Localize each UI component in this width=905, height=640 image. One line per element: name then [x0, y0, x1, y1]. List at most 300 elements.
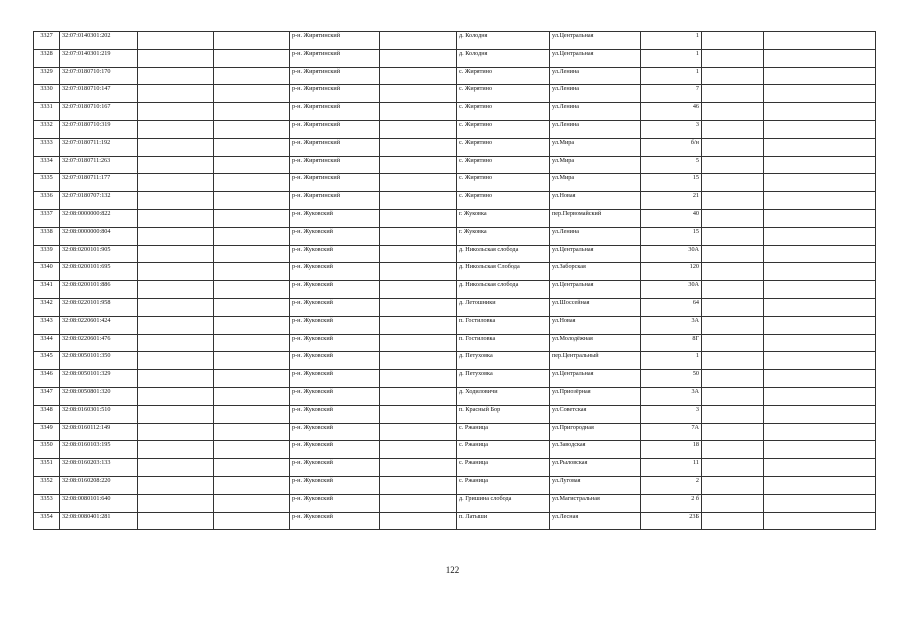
empty-cell	[214, 192, 290, 210]
row-number-cell: 3336	[34, 192, 60, 210]
settlement-cell: д. Никольская слобода	[457, 281, 550, 299]
settlement-cell: д. Колодня	[457, 32, 550, 50]
empty-cell	[138, 352, 214, 370]
empty-cell	[214, 316, 290, 334]
empty-cell	[138, 120, 214, 138]
house-number-cell: 46	[641, 103, 702, 121]
empty-cell	[702, 476, 764, 494]
empty-cell	[214, 174, 290, 192]
empty-cell	[214, 334, 290, 352]
empty-cell	[138, 192, 214, 210]
table-row	[34, 334, 876, 352]
empty-cell	[214, 156, 290, 174]
row-number-cell: 3334	[34, 156, 60, 174]
street-cell: ул.Центральная	[550, 281, 641, 299]
empty-cell	[702, 441, 764, 459]
house-number-cell: 2	[641, 476, 702, 494]
empty-cell	[764, 120, 876, 138]
house-number-cell: 40	[641, 209, 702, 227]
street-cell: пер.Центральный	[550, 352, 641, 370]
empty-cell	[702, 334, 764, 352]
empty-cell	[702, 494, 764, 512]
table-row	[34, 67, 876, 85]
empty-cell	[702, 192, 764, 210]
house-number-cell: 120	[641, 263, 702, 281]
table-row	[34, 281, 876, 299]
cadastral-number-cell: 32:07:0180711:192	[60, 138, 138, 156]
cadastral-number-cell: 32:07:0140301:202	[60, 32, 138, 50]
table-body	[34, 32, 876, 530]
table-row	[34, 298, 876, 316]
empty-cell	[380, 334, 457, 352]
row-number-cell: 3340	[34, 263, 60, 281]
row-number-cell: 3338	[34, 227, 60, 245]
house-number-cell: 2 б	[641, 494, 702, 512]
table-row	[34, 494, 876, 512]
house-number-cell: 1	[641, 49, 702, 67]
district-cell: р-н. Жуковский	[290, 334, 380, 352]
empty-cell	[702, 156, 764, 174]
empty-cell	[702, 352, 764, 370]
property-register-table	[33, 31, 876, 530]
settlement-cell: с. Жирятино	[457, 67, 550, 85]
house-number-cell: 7А	[641, 423, 702, 441]
table-row	[34, 192, 876, 210]
street-cell: ул.Новая	[550, 192, 641, 210]
empty-cell	[214, 387, 290, 405]
row-number-cell: 3343	[34, 316, 60, 334]
row-number-cell: 3346	[34, 370, 60, 388]
empty-cell	[702, 263, 764, 281]
empty-cell	[764, 103, 876, 121]
row-number-cell: 3342	[34, 298, 60, 316]
house-number-cell: 15	[641, 227, 702, 245]
district-cell: р-н. Жуковский	[290, 423, 380, 441]
street-cell: ул.Рыловская	[550, 459, 641, 477]
street-cell: ул.Центральная	[550, 49, 641, 67]
house-number-cell: 30А	[641, 245, 702, 263]
empty-cell	[214, 67, 290, 85]
empty-cell	[138, 459, 214, 477]
settlement-cell: д. Петуховка	[457, 370, 550, 388]
empty-cell	[764, 156, 876, 174]
empty-cell	[138, 67, 214, 85]
row-number-cell: 3347	[34, 387, 60, 405]
cadastral-number-cell: 32:07:0180710:170	[60, 67, 138, 85]
district-cell: р-н. Жуковский	[290, 441, 380, 459]
district-cell: р-н. Жирятинский	[290, 67, 380, 85]
empty-cell	[380, 423, 457, 441]
empty-cell	[138, 32, 214, 50]
row-number-cell: 3330	[34, 85, 60, 103]
empty-cell	[138, 174, 214, 192]
cadastral-number-cell: 32:08:0080401:281	[60, 512, 138, 530]
settlement-cell: г. Жуковка	[457, 209, 550, 227]
settlement-cell: с. Жирятино	[457, 85, 550, 103]
empty-cell	[380, 405, 457, 423]
district-cell: р-н. Жирятинский	[290, 192, 380, 210]
cadastral-number-cell: 32:08:0220601:476	[60, 334, 138, 352]
table-row	[34, 49, 876, 67]
empty-cell	[764, 209, 876, 227]
settlement-cell: п. Гостиловка	[457, 316, 550, 334]
cadastral-number-cell: 32:08:0160208:220	[60, 476, 138, 494]
empty-cell	[702, 120, 764, 138]
table-row	[34, 370, 876, 388]
empty-cell	[380, 245, 457, 263]
empty-cell	[702, 209, 764, 227]
empty-cell	[380, 370, 457, 388]
empty-cell	[214, 423, 290, 441]
empty-cell	[764, 32, 876, 50]
empty-cell	[764, 192, 876, 210]
table-row	[34, 316, 876, 334]
street-cell: ул.Ленина	[550, 67, 641, 85]
row-number-cell: 3350	[34, 441, 60, 459]
row-number-cell: 3337	[34, 209, 60, 227]
cadastral-number-cell: 32:08:0200101:905	[60, 245, 138, 263]
house-number-cell: 3	[641, 405, 702, 423]
row-number-cell: 3333	[34, 138, 60, 156]
empty-cell	[380, 138, 457, 156]
empty-cell	[214, 441, 290, 459]
empty-cell	[764, 245, 876, 263]
cadastral-number-cell: 32:08:0200101:886	[60, 281, 138, 299]
row-number-cell: 3351	[34, 459, 60, 477]
house-number-cell: 5	[641, 156, 702, 174]
empty-cell	[138, 227, 214, 245]
table-row	[34, 441, 876, 459]
empty-cell	[138, 387, 214, 405]
empty-cell	[380, 67, 457, 85]
settlement-cell: с. Ржаница	[457, 441, 550, 459]
street-cell: ул.Мира	[550, 138, 641, 156]
house-number-cell: 3А	[641, 387, 702, 405]
house-number-cell: 21	[641, 192, 702, 210]
cadastral-number-cell: 32:08:0220101:958	[60, 298, 138, 316]
settlement-cell: д. Колодня	[457, 49, 550, 67]
settlement-cell: с. Жирятино	[457, 103, 550, 121]
empty-cell	[702, 32, 764, 50]
empty-cell	[380, 49, 457, 67]
empty-cell	[764, 85, 876, 103]
cadastral-number-cell: 32:07:0180707:132	[60, 192, 138, 210]
empty-cell	[380, 192, 457, 210]
district-cell: р-н. Жирятинский	[290, 156, 380, 174]
house-number-cell: 50	[641, 370, 702, 388]
empty-cell	[702, 370, 764, 388]
empty-cell	[138, 49, 214, 67]
settlement-cell: п. Гостиловка	[457, 334, 550, 352]
empty-cell	[138, 405, 214, 423]
empty-cell	[380, 459, 457, 477]
street-cell: ул.Центральная	[550, 245, 641, 263]
street-cell: ул.Новая	[550, 316, 641, 334]
street-cell: ул.Магистральная	[550, 494, 641, 512]
empty-cell	[764, 387, 876, 405]
district-cell: р-н. Жирятинский	[290, 120, 380, 138]
district-cell: р-н. Жуковский	[290, 352, 380, 370]
table-row	[34, 476, 876, 494]
row-number-cell: 3354	[34, 512, 60, 530]
street-cell: ул.Приозёрная	[550, 387, 641, 405]
house-number-cell: 18	[641, 441, 702, 459]
house-number-cell: 15	[641, 174, 702, 192]
empty-cell	[764, 476, 876, 494]
house-number-cell: 30А	[641, 281, 702, 299]
settlement-cell: д. Летошники	[457, 298, 550, 316]
house-number-cell: 11	[641, 459, 702, 477]
street-cell: пер.Первомайский	[550, 209, 641, 227]
street-cell: ул.Шоссейная	[550, 298, 641, 316]
settlement-cell: с. Жирятино	[457, 138, 550, 156]
district-cell: р-н. Жирятинский	[290, 85, 380, 103]
district-cell: р-н. Жуковский	[290, 209, 380, 227]
empty-cell	[214, 298, 290, 316]
street-cell: ул.Луговая	[550, 476, 641, 494]
table-row	[34, 156, 876, 174]
cadastral-number-cell: 32:07:0140301:219	[60, 49, 138, 67]
street-cell: ул.Заборская	[550, 263, 641, 281]
empty-cell	[138, 85, 214, 103]
empty-cell	[380, 494, 457, 512]
empty-cell	[138, 263, 214, 281]
street-cell: ул.Советская	[550, 405, 641, 423]
row-number-cell: 3339	[34, 245, 60, 263]
cadastral-number-cell: 32:08:0160301:510	[60, 405, 138, 423]
empty-cell	[214, 85, 290, 103]
row-number-cell: 3327	[34, 32, 60, 50]
settlement-cell: с. Ржаница	[457, 423, 550, 441]
table-row	[34, 32, 876, 50]
empty-cell	[380, 209, 457, 227]
empty-cell	[702, 316, 764, 334]
empty-cell	[380, 156, 457, 174]
settlement-cell: с. Ржаница	[457, 459, 550, 477]
empty-cell	[764, 298, 876, 316]
empty-cell	[702, 103, 764, 121]
house-number-cell: 3А	[641, 316, 702, 334]
empty-cell	[138, 476, 214, 494]
table-row	[34, 138, 876, 156]
empty-cell	[380, 316, 457, 334]
empty-cell	[764, 370, 876, 388]
street-cell: ул.Пригородная	[550, 423, 641, 441]
settlement-cell: д. Петуховка	[457, 352, 550, 370]
empty-cell	[380, 352, 457, 370]
empty-cell	[702, 245, 764, 263]
settlement-cell: с. Жирятино	[457, 174, 550, 192]
settlement-cell: п. Красный Бор	[457, 405, 550, 423]
empty-cell	[702, 423, 764, 441]
district-cell: р-н. Жирятинский	[290, 174, 380, 192]
empty-cell	[214, 49, 290, 67]
street-cell: ул.Центральная	[550, 32, 641, 50]
empty-cell	[138, 370, 214, 388]
empty-cell	[764, 138, 876, 156]
empty-cell	[764, 405, 876, 423]
district-cell: р-н. Жирятинский	[290, 103, 380, 121]
empty-cell	[702, 138, 764, 156]
row-number-cell: 3328	[34, 49, 60, 67]
cadastral-number-cell: 32:07:0180710:319	[60, 120, 138, 138]
cadastral-number-cell: 32:07:0180711:177	[60, 174, 138, 192]
cadastral-number-cell: 32:08:0220601:424	[60, 316, 138, 334]
empty-cell	[764, 281, 876, 299]
empty-cell	[138, 423, 214, 441]
district-cell: р-н. Жуковский	[290, 227, 380, 245]
empty-cell	[380, 263, 457, 281]
empty-cell	[380, 281, 457, 299]
street-cell: ул.Ленина	[550, 103, 641, 121]
empty-cell	[138, 209, 214, 227]
empty-cell	[138, 441, 214, 459]
district-cell: р-н. Жуковский	[290, 512, 380, 530]
settlement-cell: д. Никольская слобода	[457, 245, 550, 263]
empty-cell	[380, 227, 457, 245]
row-number-cell: 3332	[34, 120, 60, 138]
empty-cell	[380, 476, 457, 494]
empty-cell	[214, 352, 290, 370]
empty-cell	[214, 32, 290, 50]
row-number-cell: 3353	[34, 494, 60, 512]
district-cell: р-н. Жуковский	[290, 263, 380, 281]
empty-cell	[138, 334, 214, 352]
cadastral-number-cell: 32:08:0160112:149	[60, 423, 138, 441]
empty-cell	[214, 459, 290, 477]
empty-cell	[764, 49, 876, 67]
empty-cell	[214, 512, 290, 530]
table-row	[34, 103, 876, 121]
empty-cell	[380, 298, 457, 316]
table-row	[34, 405, 876, 423]
empty-cell	[764, 441, 876, 459]
empty-cell	[138, 316, 214, 334]
street-cell: ул.Мира	[550, 174, 641, 192]
house-number-cell: 64	[641, 298, 702, 316]
table-row	[34, 174, 876, 192]
cadastral-number-cell: 32:08:0200101:695	[60, 263, 138, 281]
cadastral-number-cell: 32:08:0050801:320	[60, 387, 138, 405]
empty-cell	[214, 138, 290, 156]
house-number-cell: 7	[641, 85, 702, 103]
empty-cell	[764, 512, 876, 530]
district-cell: р-н. Жуковский	[290, 476, 380, 494]
empty-cell	[380, 512, 457, 530]
empty-cell	[214, 103, 290, 121]
empty-cell	[380, 103, 457, 121]
table-row	[34, 245, 876, 263]
empty-cell	[214, 370, 290, 388]
empty-cell	[764, 263, 876, 281]
table-row	[34, 120, 876, 138]
empty-cell	[764, 174, 876, 192]
row-number-cell: 3335	[34, 174, 60, 192]
street-cell: ул.Лесная	[550, 512, 641, 530]
empty-cell	[214, 405, 290, 423]
empty-cell	[138, 156, 214, 174]
district-cell: р-н. Жуковский	[290, 405, 380, 423]
empty-cell	[380, 387, 457, 405]
empty-cell	[764, 494, 876, 512]
empty-cell	[138, 103, 214, 121]
empty-cell	[214, 281, 290, 299]
settlement-cell: с. Ржаница	[457, 476, 550, 494]
district-cell: р-н. Жуковский	[290, 494, 380, 512]
empty-cell	[138, 138, 214, 156]
empty-cell	[764, 423, 876, 441]
row-number-cell: 3341	[34, 281, 60, 299]
empty-cell	[380, 85, 457, 103]
district-cell: р-н. Жирятинский	[290, 32, 380, 50]
empty-cell	[138, 512, 214, 530]
empty-cell	[380, 441, 457, 459]
empty-cell	[702, 459, 764, 477]
district-cell: р-н. Жуковский	[290, 387, 380, 405]
settlement-cell: с. Жирятино	[457, 120, 550, 138]
row-number-cell: 3331	[34, 103, 60, 121]
district-cell: р-н. Жуковский	[290, 370, 380, 388]
empty-cell	[702, 405, 764, 423]
row-number-cell: 3349	[34, 423, 60, 441]
table-row	[34, 209, 876, 227]
row-number-cell: 3352	[34, 476, 60, 494]
district-cell: р-н. Жирятинский	[290, 138, 380, 156]
table-row	[34, 263, 876, 281]
house-number-cell: 1	[641, 67, 702, 85]
cadastral-number-cell: 32:07:0180710:167	[60, 103, 138, 121]
empty-cell	[702, 387, 764, 405]
house-number-cell: 8Г	[641, 334, 702, 352]
empty-cell	[702, 174, 764, 192]
empty-cell	[702, 85, 764, 103]
empty-cell	[702, 67, 764, 85]
table-row	[34, 387, 876, 405]
house-number-cell: 1	[641, 32, 702, 50]
empty-cell	[380, 32, 457, 50]
empty-cell	[764, 67, 876, 85]
row-number-cell: 3348	[34, 405, 60, 423]
empty-cell	[214, 476, 290, 494]
house-number-cell: 23Б	[641, 512, 702, 530]
cadastral-number-cell: 32:08:0160103:195	[60, 441, 138, 459]
district-cell: р-н. Жирятинский	[290, 49, 380, 67]
empty-cell	[764, 334, 876, 352]
settlement-cell: с. Жирятино	[457, 156, 550, 174]
cadastral-number-cell: 32:08:0050101:350	[60, 352, 138, 370]
cadastral-number-cell: 32:07:0180711:263	[60, 156, 138, 174]
table-row	[34, 352, 876, 370]
empty-cell	[702, 49, 764, 67]
empty-cell	[702, 298, 764, 316]
empty-cell	[214, 494, 290, 512]
settlement-cell: д. Никольская Слобода	[457, 263, 550, 281]
empty-cell	[214, 227, 290, 245]
cadastral-number-cell: 32:08:0000000:804	[60, 227, 138, 245]
table-row	[34, 423, 876, 441]
settlement-cell: п. Латыши	[457, 512, 550, 530]
empty-cell	[138, 298, 214, 316]
settlement-cell: г. Жуковка	[457, 227, 550, 245]
house-number-cell: 3	[641, 120, 702, 138]
table-row	[34, 227, 876, 245]
empty-cell	[702, 281, 764, 299]
empty-cell	[702, 227, 764, 245]
street-cell: ул.Заводская	[550, 441, 641, 459]
district-cell: р-н. Жуковский	[290, 281, 380, 299]
cadastral-number-cell: 32:07:0180710:147	[60, 85, 138, 103]
table-row	[34, 85, 876, 103]
